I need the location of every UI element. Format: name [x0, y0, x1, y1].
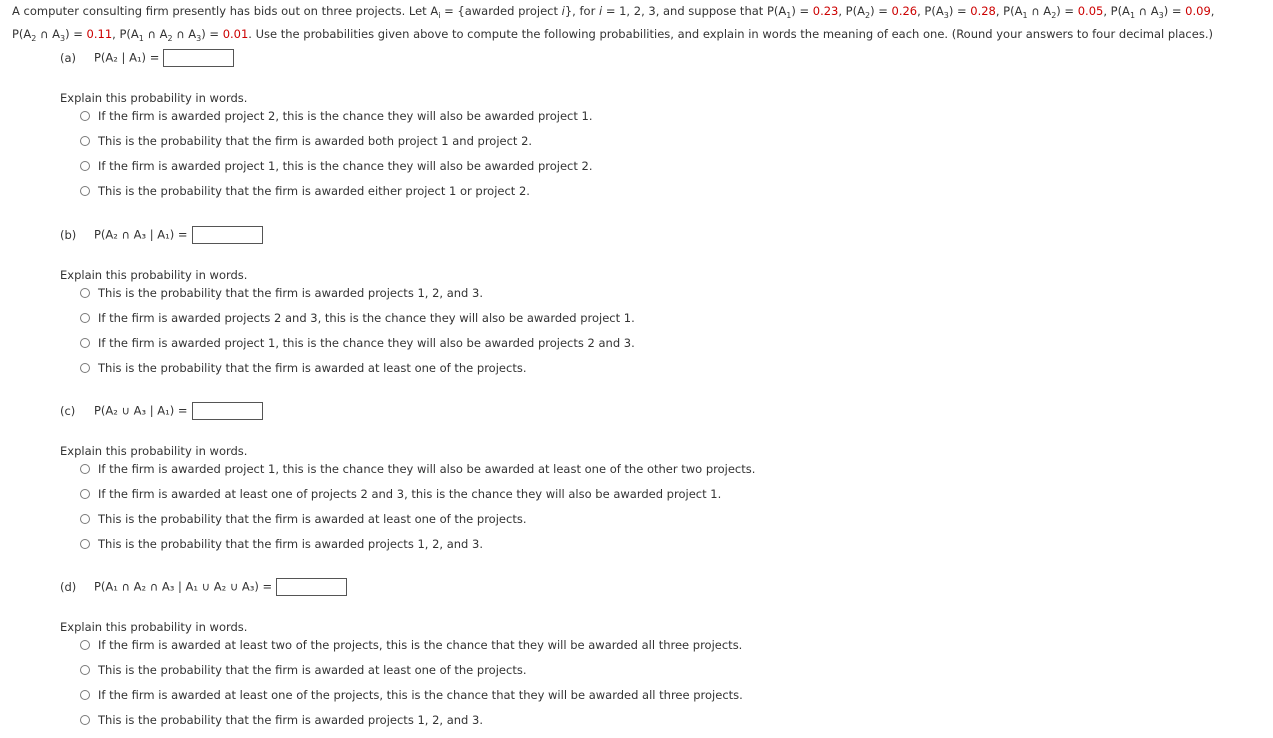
- part-a-option-4[interactable]: This is the probability that the firm is awarded either project 1 or project 2.: [80, 183, 530, 199]
- part-b-expression: P(A₂ ∩ A₃ | A₁) =: [94, 227, 188, 242]
- part-a-label: (a) P(A₂ | A₁) =: [60, 49, 234, 67]
- part-d-option-4[interactable]: This is the probability that the firm is awarded projects 1, 2, and 3.: [80, 712, 483, 728]
- part-a-answer-input[interactable]: [163, 49, 234, 67]
- radio-button[interactable]: [80, 313, 90, 323]
- radio-button[interactable]: [80, 665, 90, 675]
- part-b-option-2[interactable]: If the firm is awarded projects 2 and 3, this is the chance they will also be awarded project 1.: [80, 310, 635, 326]
- given-p-a1-a2-a3: 0.01: [222, 27, 249, 41]
- part-b-option-4[interactable]: This is the probability that the firm is awarded at least one of the projects.: [80, 360, 526, 376]
- radio-button[interactable]: [80, 186, 90, 196]
- part-d-answer-input[interactable]: [276, 578, 347, 596]
- part-d-option-2[interactable]: This is the probability that the firm is awarded at least one of the projects.: [80, 662, 526, 678]
- part-c-label: (c) P(A₂ ∪ A₃ | A₁) =: [60, 402, 263, 420]
- radio-button[interactable]: [80, 338, 90, 348]
- given-p-a1: 0.23: [812, 4, 839, 18]
- part-c-answer-input[interactable]: [192, 402, 263, 420]
- radio-button[interactable]: [80, 136, 90, 146]
- part-d-option-3[interactable]: If the firm is awarded at least one of the projects, this is the chance that they will be awarded all three projects.: [80, 687, 743, 703]
- problem-line-2: $P(A_2$ ∩ $A_3) = 0.11$, $P(A_1$ ∩ $A_2$ ∩ $A_3) = 0.01$. Use the probabilities given above to compute the following probabilities, and explain in words the meaning of each one. (Round your answers to four decimal places.): [12, 27, 1213, 43]
- part-b-explain-label: Explain this probability in words.: [60, 268, 248, 282]
- part-c-option-1[interactable]: If the firm is awarded project 1, this is the chance they will also be awarded at least one of the other two projects.: [80, 461, 755, 477]
- given-p-a1-a3: 0.09: [1185, 4, 1211, 18]
- given-p-a2-a3: 0.11: [86, 27, 113, 41]
- part-d-expression: P(A₁ ∩ A₂ ∩ A₃ | A₁ ∪ A₂ ∪ A₃) =: [94, 579, 273, 594]
- part-b-option-1[interactable]: This is the probability that the firm is awarded projects 1, 2, and 3.: [80, 285, 483, 301]
- radio-button[interactable]: [80, 111, 90, 121]
- radio-button[interactable]: [80, 161, 90, 171]
- radio-button[interactable]: [80, 539, 90, 549]
- given-p-a1-a2: 0.05: [1077, 4, 1104, 18]
- given-p-a3: 0.28: [970, 4, 996, 18]
- part-c-expression: P(A₂ ∪ A₃ | A₁) =: [94, 403, 188, 418]
- part-a-option-3[interactable]: If the firm is awarded project 1, this is the chance they will also be awarded project 2.: [80, 158, 593, 174]
- part-c-option-3[interactable]: This is the probability that the firm is awarded at least one of the projects.: [80, 511, 526, 527]
- problem-line-1: A computer consulting firm presently has bids out on three projects. Let $A_i$ = {awarded project i}, for i = 1, 2, 3, and suppose that $P(A_1) = 0.23$, $P(A_2) = 0.26$, $P(A_3) = 0.28$, $P(A_1$ ∩ $A_2) = 0.05$, $P(A_1$ ∩ $A_3) = 0.09$,: [12, 4, 1215, 20]
- part-a-option-2[interactable]: This is the probability that the firm is awarded both project 1 and project 2.: [80, 133, 532, 149]
- part-c-option-2[interactable]: If the firm is awarded at least one of projects 2 and 3, this is the chance they will also be awarded project 1.: [80, 486, 721, 502]
- radio-button[interactable]: [80, 715, 90, 725]
- part-a-option-1[interactable]: If the firm is awarded project 2, this is the chance they will also be awarded project 1.: [80, 108, 593, 124]
- part-c-explain-label: Explain this probability in words.: [60, 444, 248, 458]
- part-b-answer-input[interactable]: [192, 226, 263, 244]
- part-b-label: (b) P(A₂ ∩ A₃ | A₁) =: [60, 226, 263, 244]
- given-p-a2: 0.26: [891, 4, 918, 18]
- radio-button[interactable]: [80, 640, 90, 650]
- part-d-explain-label: Explain this probability in words.: [60, 620, 248, 634]
- part-b-option-3[interactable]: If the firm is awarded project 1, this is the chance they will also be awarded projects 2 and 3.: [80, 335, 635, 351]
- radio-button[interactable]: [80, 690, 90, 700]
- radio-button[interactable]: [80, 489, 90, 499]
- radio-button[interactable]: [80, 363, 90, 373]
- part-c-option-4[interactable]: This is the probability that the firm is awarded projects 1, 2, and 3.: [80, 536, 483, 552]
- problem-statement: [12, 0, 1273, 46]
- part-d-label: (d) P(A₁ ∩ A₂ ∩ A₃ | A₁ ∪ A₂ ∪ A₃) =: [60, 578, 347, 596]
- part-d-option-1[interactable]: If the firm is awarded at least two of the projects, this is the chance that they will be awarded all three projects.: [80, 637, 742, 653]
- radio-button[interactable]: [80, 464, 90, 474]
- radio-button[interactable]: [80, 288, 90, 298]
- radio-button[interactable]: [80, 514, 90, 524]
- part-a-expression: P(A₂ | A₁) =: [94, 50, 160, 65]
- part-a-explain-label: Explain this probability in words.: [60, 91, 248, 105]
